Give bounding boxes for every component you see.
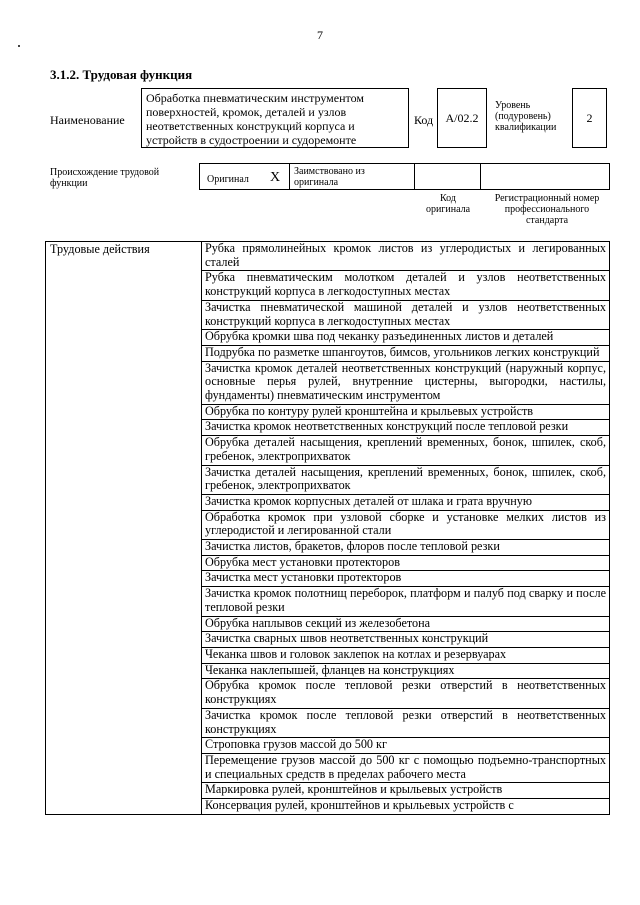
- action-item: Зачистка кромок деталей неответственных конструкций (наружный корпус, основные перья рулей, внутренние цистерны, выгородки, настилы, фундаменты) пневматическим инструментом: [202, 361, 610, 404]
- action-item: Зачистка кромок полотнищ переборок, платформ и палуб под сварку и после тепловой резки: [202, 587, 610, 616]
- action-item: Зачистка кромок после тепловой резки отверстий в неответственных конструкциях: [202, 708, 610, 737]
- name-label: Наименование: [50, 113, 125, 127]
- action-item: Обрубка по контуру рулей кронштейна и крыльевых устройств: [202, 404, 610, 420]
- action-item: Обрубка кромки шва под чеканку разъединенных листов и деталей: [202, 330, 610, 346]
- origin-divider-2: [414, 163, 415, 190]
- action-item: Чеканка швов и головок заклепок на котлах и резервуарах: [202, 647, 610, 663]
- level-label: Уровень (подуровень) квалификации: [495, 100, 557, 133]
- origin-divider-3: [480, 163, 481, 190]
- action-item: Перемещение грузов массой до 500 кг с помощью подъемно-транспортных и специальных средств в пределах рабочего места: [202, 753, 610, 782]
- name-value-box: [141, 88, 409, 148]
- name-value: Обработка пневматическим инструментом поверхностей, кромок, деталей и узлов неответственных конструкций корпуса и устройств в судостроении и судоремонте: [146, 91, 364, 147]
- scan-speck: [18, 45, 20, 47]
- action-item: Рубка пневматическим молотком деталей и узлов неответственных конструкций корпуса в легкодоступных местах: [202, 271, 610, 300]
- action-item: Обработка кромок при узловой сборке и установке мелких листов из углеродистой и легированной стали: [202, 510, 610, 539]
- action-item: Зачистка кромок неответственных конструкций после тепловой резки: [202, 420, 610, 436]
- labor-actions-table: [45, 241, 610, 815]
- original-label: Оригинал: [207, 174, 249, 185]
- action-item: Зачистка деталей насыщения, креплений временных, бонок, шпилек, скоб, гребенок, электроприхваток: [202, 465, 610, 494]
- reg-number-label: Регистрационный номер профессионального стандарта: [494, 193, 600, 226]
- origin-label: Происхождение трудовой функции: [50, 167, 160, 189]
- action-item: Строповка грузов массой до 500 кг: [202, 738, 610, 754]
- action-item: Обрубка наплывов секций из железобетона: [202, 616, 610, 632]
- section-title: 3.1.2. Трудовая функция: [50, 67, 193, 82]
- action-item: Рубка прямолинейных кромок листов из углеродистых и легированных сталей: [202, 242, 610, 271]
- action-item: Обрубка деталей насыщения, креплений временных, бонок, шпилек, скоб, гребенок, электроприхваток: [202, 436, 610, 465]
- action-item: Подрубка по разметке шпангоутов, бимсов, угольников легких конструкций: [202, 345, 610, 361]
- page-number: 7: [317, 28, 323, 42]
- code-value-box: [437, 88, 487, 148]
- action-item: Чеканка наклепышей, фланцев на конструкциях: [202, 663, 610, 679]
- action-item: Зачистка пневматической машиной деталей и узлов неответственных конструкций корпуса в легкодоступных местах: [202, 300, 610, 329]
- code-original-label: Код оригинала: [425, 193, 471, 215]
- action-item: Зачистка сварных швов неответственных конструкций: [202, 632, 610, 648]
- action-item: Маркировка рулей, кронштейнов и крыльевых устройств: [202, 783, 610, 799]
- origin-table: [199, 163, 610, 190]
- level-value: 2: [586, 111, 593, 125]
- action-item: Обрубка кромок после тепловой резки отверстий в неответственных конструкциях: [202, 679, 610, 708]
- action-item: Зачистка листов, бракетов, флоров после тепловой резки: [202, 540, 610, 556]
- action-item: Обрубка мест установки протекторов: [202, 555, 610, 571]
- code-value: А/02.2: [445, 111, 479, 125]
- code-label: Код: [414, 113, 434, 127]
- action-row: [46, 242, 610, 271]
- action-item: Консервация рулей, кронштейнов и крыльевых устройств с: [202, 799, 610, 815]
- origin-divider-1: [289, 163, 290, 190]
- action-item: Зачистка мест установки протекторов: [202, 571, 610, 587]
- original-mark: X: [270, 170, 281, 185]
- actions-label: Трудовые действия: [46, 242, 202, 815]
- action-item: Зачистка кромок корпусных деталей от шлака и грата вручную: [202, 494, 610, 510]
- level-value-box: [572, 88, 607, 148]
- borrowed-label: Заимствовано из оригинала: [294, 166, 365, 188]
